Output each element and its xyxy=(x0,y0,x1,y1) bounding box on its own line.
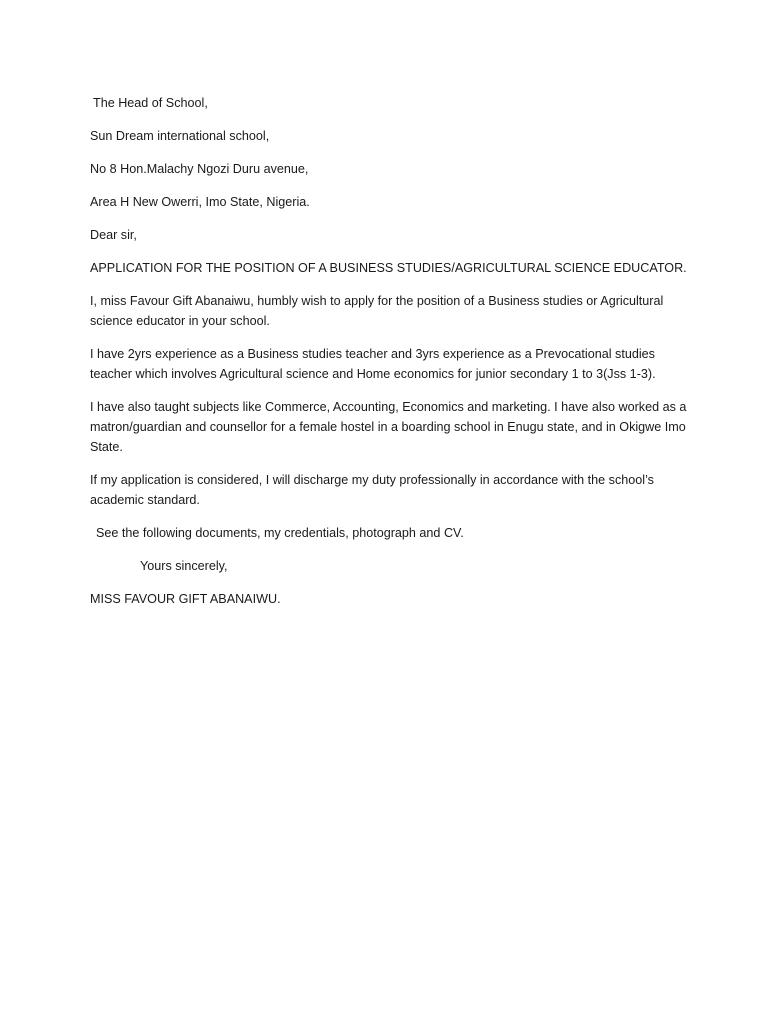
signature-name: MISS FAVOUR GIFT ABANAIWU. xyxy=(90,592,281,606)
letter-subject: APPLICATION FOR THE POSITION OF A BUSINESS STUDIES/AGRICULTURAL SCIENCE EDUCATOR. xyxy=(90,261,687,275)
body-paragraph-intro: I, miss Favour Gift Abanaiwu, humbly wish to apply for the position of a Business studies or Agricultural science educator in your school. xyxy=(90,294,664,328)
enclosure-note: See the following documents, my credentials, photograph and CV. xyxy=(96,526,464,540)
school-name: Sun Dream international school, xyxy=(90,129,270,143)
city-address: Area H New Owerri, Imo State, Nigeria. xyxy=(90,195,310,209)
street-address: No 8 Hon.Malachy Ngozi Duru avenue, xyxy=(90,162,309,176)
body-paragraph-subjects: I have also taught subjects like Commerce, Accounting, Economics and marketing. I have also worked as a matron/guardian and counsellor for a female hostel in a boarding school in Enugu state, and in Okigwe Imo State. xyxy=(90,400,687,454)
salutation: Dear sir, xyxy=(90,228,137,242)
recipient-title: The Head of School, xyxy=(93,96,208,110)
closing: Yours sincerely, xyxy=(140,559,228,573)
body-paragraph-commitment: If my application is considered, I will discharge my duty professionally in accordance with the school’s academic standard. xyxy=(90,473,654,507)
letter-document xyxy=(90,93,690,622)
body-paragraph-experience: I have 2yrs experience as a Business studies teacher and 3yrs experience as a Prevocational studies teacher which involves Agricultural science and Home economics for junior secondary 1 to 3(Jss 1-3). xyxy=(90,347,656,381)
